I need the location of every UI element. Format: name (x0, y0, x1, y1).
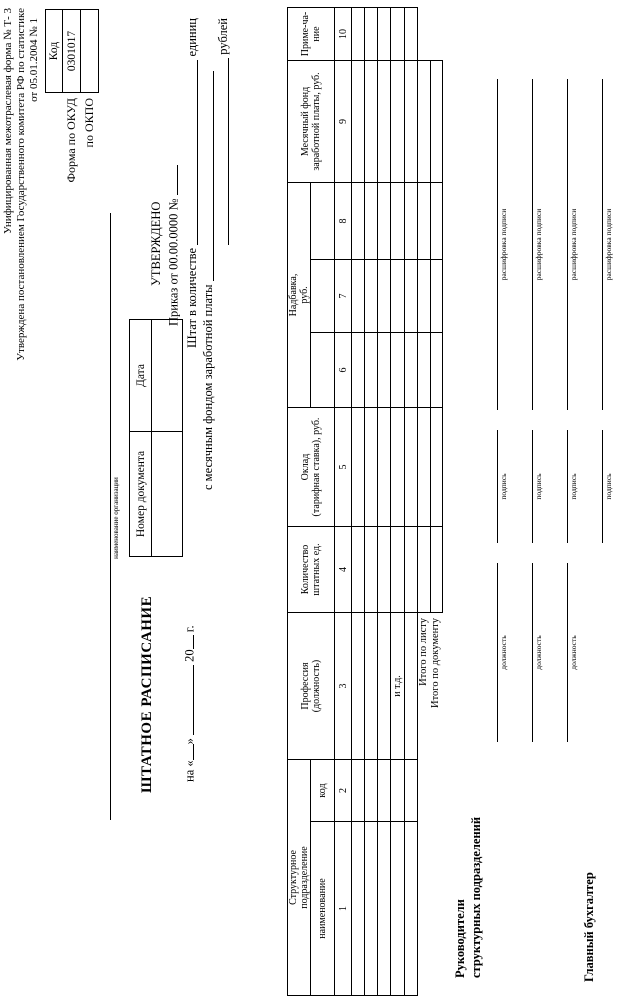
signature-caption: подпись (604, 473, 613, 500)
empty-cell (352, 613, 365, 760)
empty-cell (352, 408, 365, 527)
transcript-line (602, 79, 603, 410)
empty-cell (365, 333, 378, 408)
transcript-caption: расшифровка подписи (604, 208, 613, 281)
col-num-2: 2 (335, 760, 352, 822)
header-monthly-fund-l1: Месячный фонд (300, 86, 311, 157)
okud-label: Форма по ОКУД (64, 98, 78, 183)
staff-count-line (185, 18, 200, 348)
leaders-label-l1: Руководители (453, 899, 467, 978)
empty-cell (365, 182, 378, 259)
header-monthly-fund-l2: заработной платы, руб. (311, 72, 322, 171)
empty-cell (352, 260, 365, 333)
position-caption: должность (499, 635, 508, 670)
empty-cell (352, 182, 365, 259)
column-numbers-row (335, 7, 352, 995)
total-cell (430, 182, 442, 259)
okpo-code-cell (81, 10, 99, 93)
approval-order-text: Приказ от 00.00.0000 № (166, 198, 181, 326)
empty-cell (378, 760, 391, 822)
form-designation-line3: от 05.01.2004 № 1 (28, 18, 40, 102)
col-num-5: 5 (335, 408, 352, 527)
empty-row (378, 7, 391, 995)
signature-line (602, 430, 603, 543)
header-structural-unit (288, 760, 311, 996)
staff-units-text: единиц (185, 18, 199, 57)
transcript-line (532, 79, 533, 410)
header-profession-l2: (должность) (311, 659, 322, 713)
signature-line (532, 430, 533, 543)
empty-cell (405, 527, 418, 613)
empty-cell (365, 260, 378, 333)
total-cell (430, 527, 442, 613)
empty-row (405, 7, 418, 995)
header-note-l2: ние (311, 26, 322, 42)
empty-cell (378, 822, 391, 996)
day-blank (182, 744, 194, 760)
total-cell (418, 527, 431, 613)
position-line (567, 563, 568, 742)
col-num-7: 7 (335, 260, 352, 333)
year-blank (182, 635, 194, 649)
header-note (288, 7, 335, 60)
form-designation-line2: Утверждена постановлением Государственного комитета РФ по статистике (15, 8, 27, 361)
header-structural-unit-l2: подразделение (299, 846, 310, 909)
empty-cell (391, 260, 405, 333)
total-document-label: Итого по документу (430, 618, 441, 708)
header-salary-l1: Оклад (300, 453, 311, 481)
empty-cell (405, 408, 418, 527)
doc-date-cell (152, 320, 183, 432)
signature-line (497, 430, 498, 543)
empty-cell (391, 60, 405, 182)
total-cell (430, 408, 442, 527)
empty-row (365, 7, 378, 995)
etc-cell: и т.д. (391, 613, 405, 760)
rubles-blank (228, 58, 229, 245)
empty-cell (378, 60, 391, 182)
position-line (532, 563, 533, 742)
col-num-3: 3 (335, 613, 352, 760)
col-num-8: 8 (335, 182, 352, 259)
staff-count-blank (197, 60, 198, 245)
ghost-cell (430, 7, 442, 60)
chief-accountant-label: Главный бухгалтер (582, 872, 596, 982)
header-allowance-l1: Надбавка, (288, 273, 299, 317)
doc-number-header: Номер документа (130, 432, 152, 557)
total-cell (418, 182, 431, 259)
date-close-quote: » (182, 738, 197, 745)
header-monthly-fund (288, 60, 335, 182)
empty-cell (405, 333, 418, 408)
empty-cell (378, 527, 391, 613)
empty-cell (365, 408, 378, 527)
total-cell (418, 260, 431, 333)
header-note-l1: Приме-ча- (300, 11, 311, 57)
ghost-cell (418, 7, 431, 60)
total-cell (418, 333, 431, 408)
position-line (497, 563, 498, 742)
header-staff-count-l1: Количество (300, 544, 311, 595)
header-staff-count-l2: штатных ед. (311, 543, 322, 596)
doc-number-table (129, 319, 183, 557)
total-cell (430, 260, 442, 333)
total-cell (418, 408, 431, 527)
rubles-line (216, 18, 231, 248)
header-allowance-l2: руб. (299, 286, 310, 304)
empty-cell (378, 7, 391, 60)
subheader-unit-name: наименование (311, 822, 335, 996)
empty-cell (405, 760, 418, 822)
subheader-unit-code: код (311, 760, 335, 822)
position-caption: должность (569, 635, 578, 670)
signature-caption: подпись (499, 473, 508, 500)
empty-cell (391, 333, 405, 408)
transcript-caption: расшифровка подписи (534, 208, 543, 281)
empty-row (352, 7, 365, 995)
empty-cell (391, 182, 405, 259)
staff-count-text: Штат в количестве (185, 247, 199, 348)
header-profession-l1: Профессия (300, 662, 311, 710)
transcript-line (497, 79, 498, 410)
header-structural-unit-l1: Структурное (288, 850, 299, 905)
empty-cell (365, 822, 378, 996)
signature-caption: подпись (534, 473, 543, 500)
empty-cell (405, 7, 418, 60)
total-document-row (430, 7, 442, 995)
col-num-1: 1 (335, 822, 352, 996)
empty-cell (365, 7, 378, 60)
empty-cell (365, 613, 378, 760)
empty-cell (378, 260, 391, 333)
transcript-caption: расшифровка подписи (569, 208, 578, 281)
code-box-header: Код (46, 10, 63, 93)
empty-cell (405, 182, 418, 259)
header-staff-count (288, 527, 335, 613)
header-salary-l2: (тарифная ставка), руб. (311, 417, 322, 517)
date-prefix: на « (182, 760, 197, 782)
empty-cell (405, 613, 418, 760)
payroll-fund-blank (213, 71, 214, 281)
doc-date-header: Дата (130, 320, 152, 432)
header-allowance (288, 182, 311, 407)
total-sheet-label: Итого по листу (418, 618, 429, 686)
empty-cell (391, 760, 405, 822)
date-line (182, 625, 198, 782)
empty-cell (405, 822, 418, 996)
organization-name-caption: наименование организации (112, 477, 120, 559)
order-number-blank (166, 165, 178, 195)
empty-cell (365, 60, 378, 182)
code-box (45, 9, 99, 93)
subheader-allowance-2 (311, 260, 335, 333)
col-num-9: 9 (335, 60, 352, 182)
organization-name-line (110, 213, 111, 820)
subheader-allowance-3 (311, 182, 335, 259)
signature-line (567, 430, 568, 543)
empty-cell (405, 60, 418, 182)
empty-cell (352, 7, 365, 60)
leaders-label-l2: структурных подразделений (469, 816, 483, 978)
payroll-fund-line (201, 68, 216, 490)
doc-number-cell (152, 432, 183, 557)
empty-cell (352, 527, 365, 613)
total-cell (430, 333, 442, 408)
approved-title: УТВЕРЖДЕНО (149, 201, 163, 286)
empty-cell (352, 333, 365, 408)
etc-row (391, 7, 405, 995)
empty-cell (378, 333, 391, 408)
empty-cell (391, 527, 405, 613)
empty-cell (391, 822, 405, 996)
subheader-allowance-1 (311, 333, 335, 408)
signature-caption: подпись (569, 473, 578, 500)
empty-cell (365, 527, 378, 613)
empty-cell (365, 760, 378, 822)
col-num-4: 4 (335, 527, 352, 613)
leaders-label (452, 817, 484, 978)
col-num-6: 6 (335, 333, 352, 408)
rubles-text: рублей (216, 18, 230, 55)
empty-cell (378, 613, 391, 760)
okud-code-cell: 0301017 (63, 10, 81, 93)
okpo-label: по ОКПО (82, 98, 96, 148)
empty-cell (405, 260, 418, 333)
header-salary (288, 408, 335, 527)
position-caption: должность (534, 635, 543, 670)
total-sheet-row (418, 7, 431, 995)
year-suffix: г. (182, 625, 197, 633)
staffing-table (287, 7, 443, 996)
empty-cell (391, 408, 405, 527)
empty-cell (352, 760, 365, 822)
transcript-line (567, 79, 568, 410)
empty-cell (378, 182, 391, 259)
total-cell (418, 60, 431, 182)
header-profession (288, 613, 335, 760)
empty-cell (352, 60, 365, 182)
empty-cell (352, 822, 365, 996)
empty-cell (391, 7, 405, 60)
empty-cell (378, 408, 391, 527)
page-title: ШТАТНОЕ РАСПИСАНИЕ (139, 595, 155, 793)
total-cell (430, 60, 442, 182)
form-designation-line1: Унифицированная межотраслевая форма № Т- 3 (2, 8, 14, 234)
approval-order-line (166, 165, 182, 326)
year-prefix: 20 (182, 649, 197, 662)
col-num-10: 10 (335, 7, 352, 60)
month-blank (182, 665, 194, 735)
transcript-caption: расшифровка подписи (499, 208, 508, 281)
payroll-fund-text: с месячным фондом заработной платы (201, 284, 215, 490)
